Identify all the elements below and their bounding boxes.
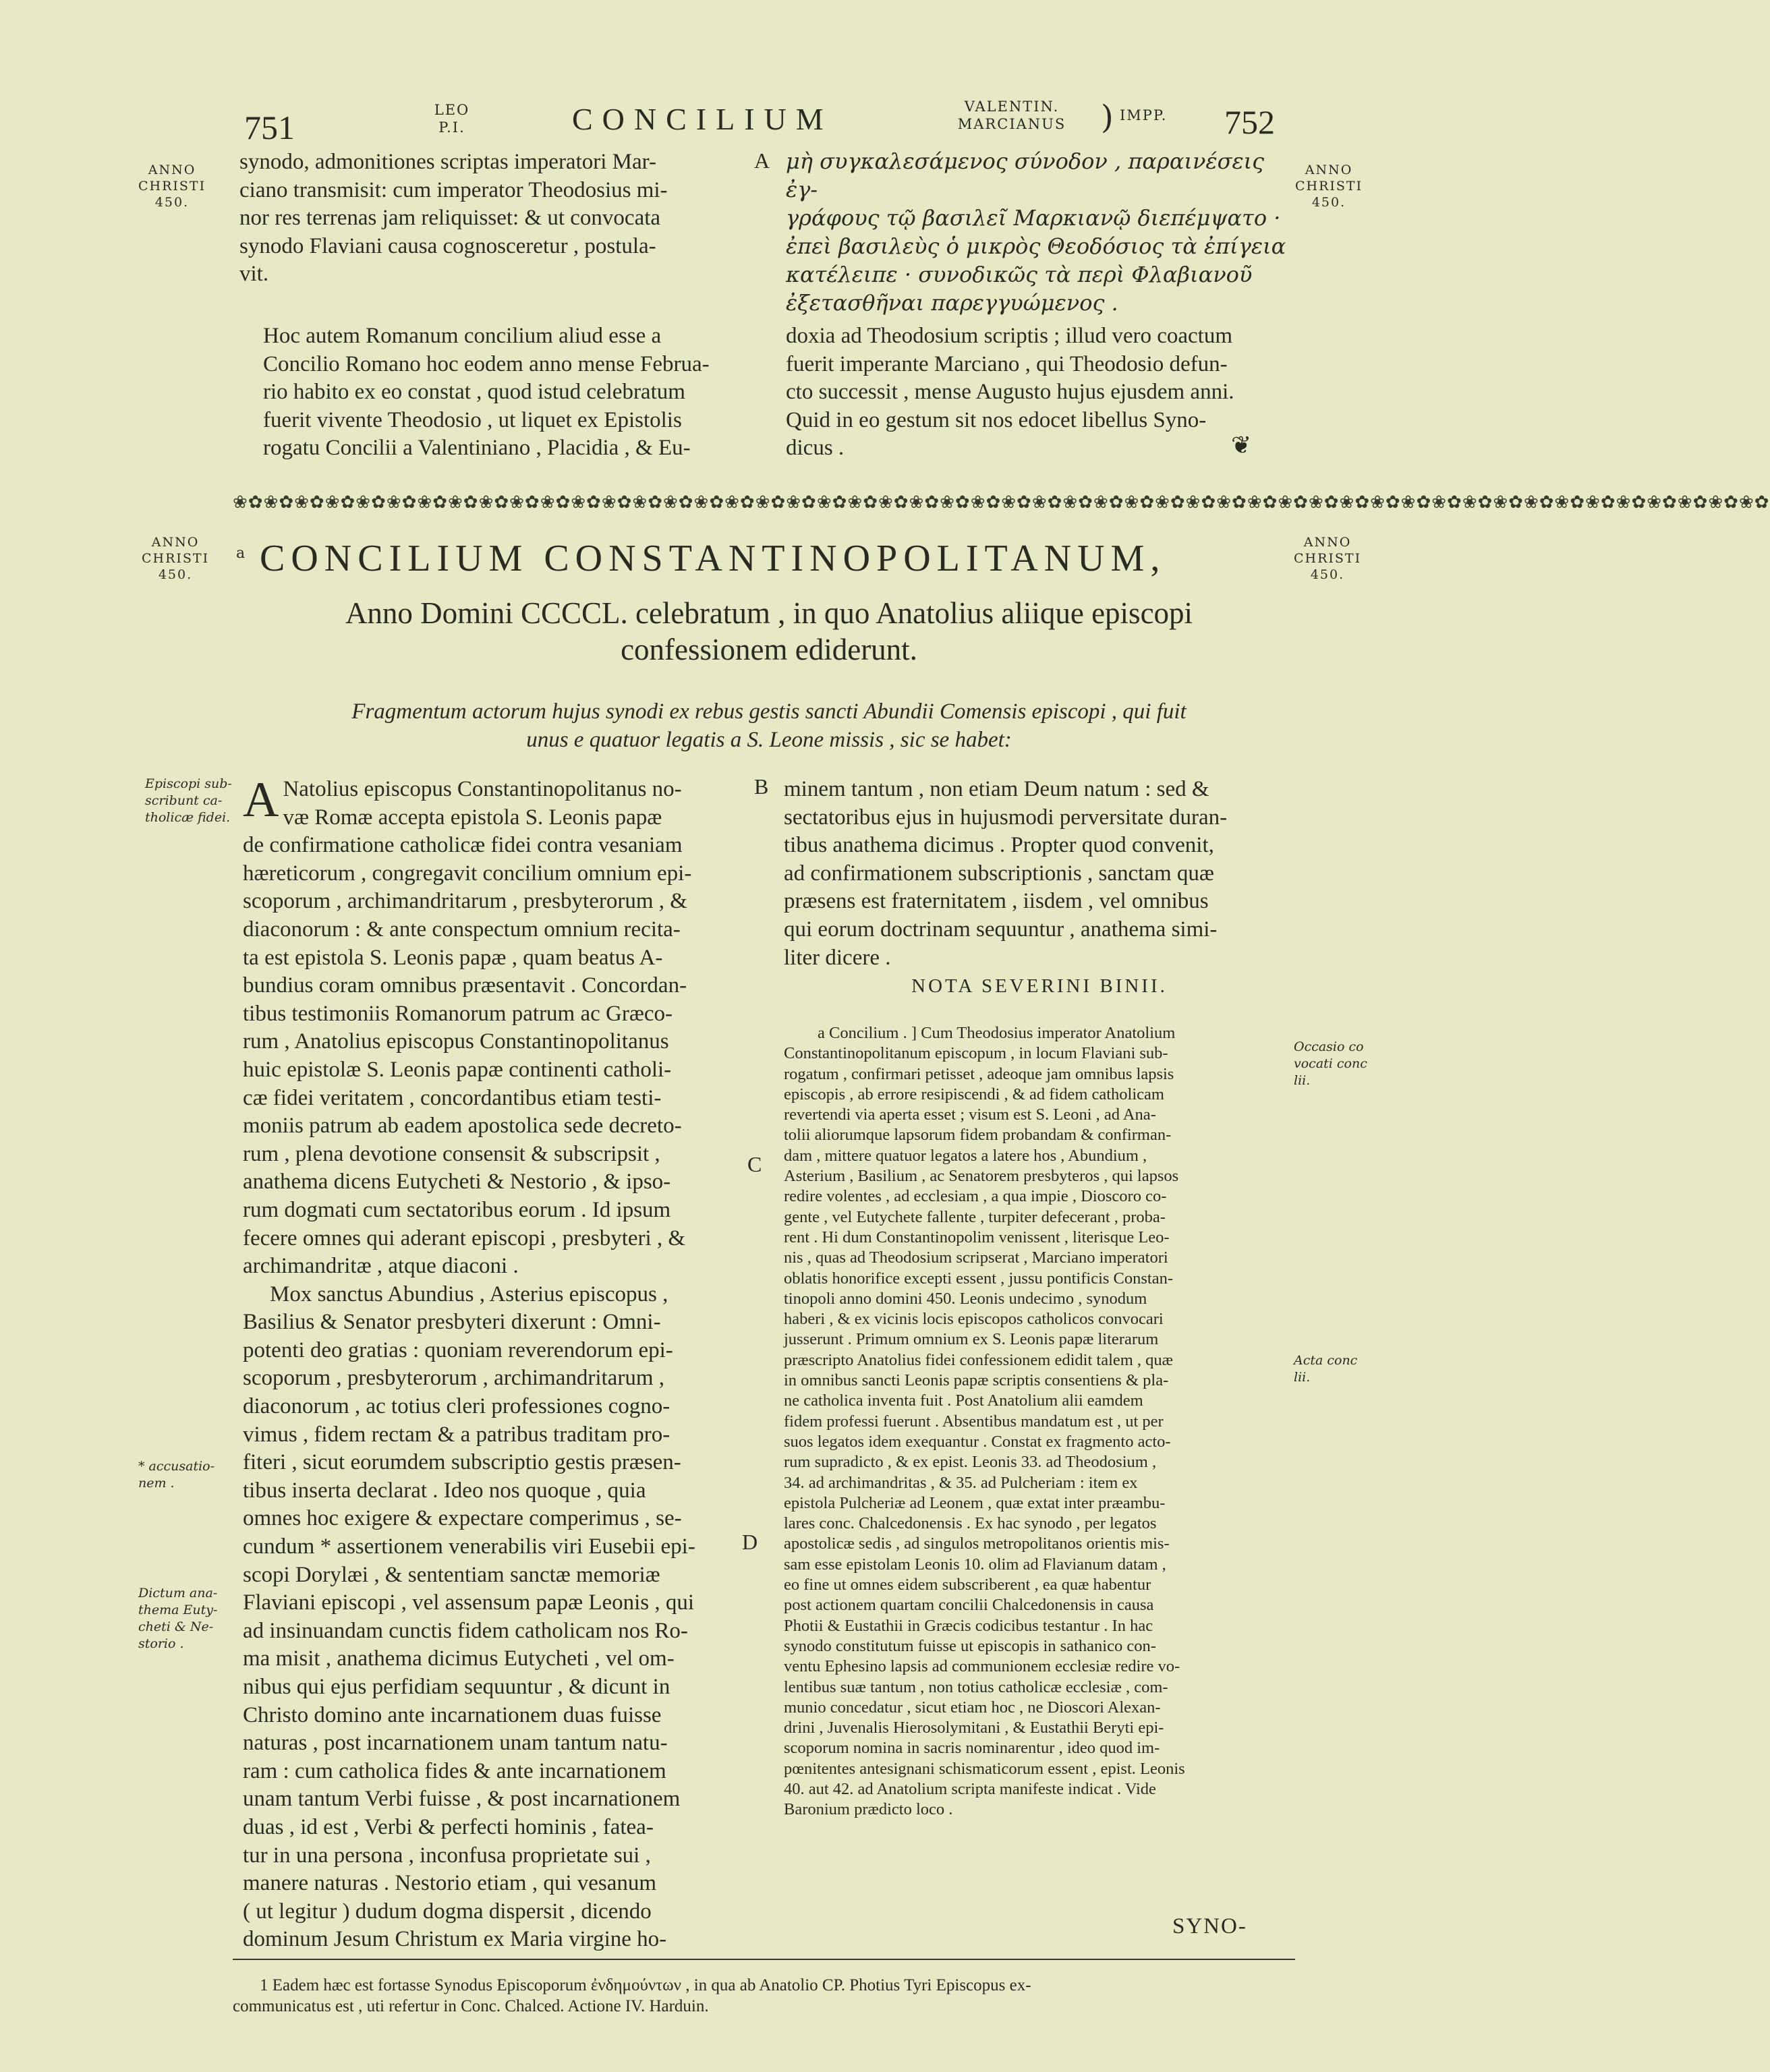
greek-line: ἐπεὶ βασιλεὺς ὁ μικρὸς Θεοδόσιος τὰ ἐπίγεια [786, 233, 1286, 259]
emperor-2: MARCIANUS [957, 116, 1066, 132]
text-line: de confirmatione catholicæ fidei contra vesaniam [243, 833, 683, 858]
margin-year-mid-right [1294, 534, 1361, 583]
nota-line: suos legatos idem exequantur . Constat ex fragmento acto- [784, 1432, 1171, 1451]
side-note-line: vocati conc [1294, 1056, 1367, 1071]
hoc-autem-left [263, 322, 745, 463]
column-letter-b: B [754, 774, 769, 799]
nota-line: rum supradicto , & ex epist. Leonis 33. ad Theodosium , [784, 1453, 1157, 1472]
side-note-accusatio [138, 1458, 239, 1492]
text-line: synodo, admonitiones scriptas imperatori Mar- [239, 150, 656, 174]
text-line: bundius coram omnibus præsentavit . Concordan- [243, 973, 687, 998]
side-note-line: cheti & Ne- [138, 1619, 214, 1634]
subtitle-line: confessionem ediderunt. [621, 633, 917, 666]
side-note-line: Dictum ana- [138, 1586, 218, 1601]
column-letter-c: C [747, 1152, 762, 1176]
margin-year-mid-left [142, 534, 209, 583]
nota-line: nis , quas ad Theodosium scripserat , Marciano imperatori [784, 1248, 1168, 1267]
margin-anno: ANNO [1303, 535, 1352, 550]
footnote-line: 1 Eadem hæc est fortasse Synodus Episcoporum ἐνδημούντων , in qua ab Anatolio CP. Photius Tyri Episcopus ex- [260, 1976, 1031, 1994]
text-line: ad insinuandam cunctis fidem catholicam nos Ro- [243, 1618, 688, 1643]
side-note-line: lii. [1294, 1370, 1311, 1385]
text-line: tur in una persona , inconfusa proprietate sui , [243, 1843, 651, 1868]
side-note-line: storio . [138, 1636, 184, 1651]
text-line: ta est epistola S. Leonis papæ , quam beatus A- [243, 945, 663, 970]
body-left-column [243, 772, 739, 1954]
page-number-right: 752 [1224, 103, 1275, 141]
nota-paragraph [784, 1023, 1290, 1820]
text-line: tibus testimoniis Romanorum patrum ac Græco- [243, 1001, 673, 1026]
text-line: nor res terrenas jam reliquisset: & ut convocata [239, 206, 661, 231]
nota-line: Asterium , Basilium , ac Senatorem presbyteros , qui lapsos [784, 1167, 1179, 1186]
subtitle-line: Anno Domini CCCCL. celebratum , in quo Anatolius aliique episcopi [345, 596, 1193, 630]
text-line: Quid in eo gestum sit nos edocet libellus Syno- [786, 407, 1207, 432]
nota-line: dam , mittere quatuor legatos a latere hos , Abundium , [784, 1146, 1147, 1165]
greek-paragraph [786, 147, 1298, 317]
title-footnote-marker: a [236, 545, 246, 562]
text-line: væ Romæ accepta epistola S. Leonis papæ [283, 805, 662, 830]
text-line: Mox sanctus Abundius , Asterius episcopus , [270, 1282, 668, 1306]
text-line: manere naturas . Nestorio etiam , qui vesanum [243, 1871, 657, 1896]
text-line: scoporum , presbyterorum , archimandritarum , [243, 1366, 664, 1391]
text-line: ad confirmationem subscriptionis , sanctam quæ [784, 861, 1214, 886]
intro-line: unus e quatuor legatis a S. Leone missis , sic se habet: [526, 728, 1012, 752]
text-line: fecere omnes qui aderant episcopi , presbyteri , & [243, 1226, 686, 1250]
side-note-line: thema Euty- [138, 1603, 218, 1617]
nota-line: lentibus suæ tantum , non totius catholicæ ecclesiæ , com- [784, 1677, 1168, 1696]
text-line: cto successit , mense Augusto hujus ejusdem anni. [786, 380, 1234, 405]
text-line: synodo Flaviani causa cognosceretur , postula- [239, 233, 656, 258]
side-note-line: * accusatio- [138, 1459, 215, 1474]
text-line: potenti deo gratias : quoniam reverendorum epi- [243, 1337, 673, 1362]
margin-year: 450. [1310, 567, 1345, 582]
nota-line: scoporum nomina in sacris nominarentur , ideo quod im- [784, 1739, 1160, 1758]
nota-line: Constantinopolitanum episcopum , in locum Flaviani sub- [784, 1044, 1168, 1063]
text-line: nibus qui ejus perfidiam sequuntur , & dicunt in [243, 1675, 670, 1699]
text-line: minem tantum , non etiam Deum natum : sed & [784, 777, 1209, 801]
nota-line: rogatum , confirmari petisset , adeoque jam omnibus lapsis [784, 1064, 1174, 1083]
nota-line: eo fine ut omnes eidem subscriberent , ea quæ habentur [784, 1576, 1151, 1594]
text-line: liter dicere . [784, 945, 891, 970]
header-pope [425, 101, 479, 136]
nota-line: tolii aliorumque lapsorum fidem probandam & confirman- [784, 1126, 1172, 1145]
greek-line: ἐξετασθῆναι παρεγγυώμενος . [786, 290, 1118, 316]
pope-name: LEO [434, 102, 470, 118]
nota-line: ventu Ephesino lapsis ad communionem ecclesiæ redire vo- [784, 1657, 1180, 1676]
nota-line: rent . Hi dum Constantinopolim venissent , literisque Leo- [784, 1228, 1170, 1246]
text-line: rum , Anatolius episcopus Constantinopolitanus [243, 1029, 669, 1054]
text-line: sectatoribus ejus in hujusmodi perversitate duran- [784, 805, 1228, 830]
nota-line: apostolicæ sedis , ad singulos metropolitanos orientis mis- [784, 1534, 1170, 1553]
text-line: archimandritæ , atque diaconi . [243, 1254, 519, 1279]
top-left-paragraph [239, 148, 742, 289]
drop-cap: A [243, 772, 279, 828]
text-line: diaconorum , ac totius cleri professiones cogno- [243, 1394, 670, 1419]
text-line: doxia ad Theodosium scriptis ; illud vero coactum [786, 324, 1233, 348]
nota-line: 40. aut 42. ad Anatolium scripta manifeste indicat . Vide [784, 1779, 1156, 1798]
side-note-line: Episcopi sub- [145, 776, 232, 791]
nota-line: a Concilium . ] Cum Theodosius imperator Anatolium [818, 1024, 1176, 1042]
footnote [233, 1975, 1295, 2017]
text-line: duas , id est , Verbi & perfecti hominis , fatea- [243, 1814, 654, 1839]
text-line: rum dogmati cum sectatoribus eorum . Id ipsum [243, 1197, 671, 1222]
body-right-column [784, 776, 1295, 972]
column-letter-a: A [754, 148, 770, 173]
text-line: rum , plena devotione consensit & subscripsit , [243, 1141, 660, 1166]
nota-line: 34. ad archimandritas , & 35. ad Pulcheriam : item ex [784, 1473, 1138, 1492]
ornament-band: ❀✿❀✿❀✿❀✿❀✿❀✿❀✿❀✿❀✿❀✿❀✿❀✿❀✿❀✿❀✿❀✿❀✿❀✿❀✿❀✿❀✿❀✿❀✿❀✿❀✿❀✿❀✿❀✿❀✿❀✿❀✿❀✿❀✿❀✿❀✿❀✿❀✿❀✿❀✿❀✿❀✿❀✿❀✿❀✿❀✿❀✿❀✿❀✿❀✿❀✿ [233, 492, 1770, 513]
side-note-occasio [1294, 1039, 1368, 1089]
nota-line: post actionem quartam concilii Chalcedonensis in causa [784, 1596, 1154, 1615]
margin-year: 450. [154, 195, 190, 210]
subtitle [243, 595, 1295, 668]
text-line: ram : cum catholica fides & ante incarnationem [243, 1758, 666, 1783]
text-line: dicus . [786, 436, 845, 461]
margin-christi: CHRISTI [138, 179, 206, 194]
footnote-rule [233, 1959, 1295, 1960]
text-line: rogatu Concilii a Valentiniano , Placidia , & Eu- [263, 436, 691, 461]
intro-line: Fragmentum actorum hujus synodi ex rebus gestis sancti Abundii Comensis episcopi , qui fuit [351, 699, 1187, 724]
margin-christi: CHRISTI [1295, 179, 1363, 194]
text-line: fuerit vivente Theodosio , ut liquet ex Epistolis [263, 407, 682, 432]
text-line: ( ut legitur ) dudum dogma dispersit , dicendo [243, 1899, 652, 1924]
header-brace: ) [1101, 98, 1114, 136]
text-line: fiteri , sicut eorumdem subscriptio gestis præsen- [243, 1450, 681, 1475]
side-note-episcopi [145, 776, 239, 826]
text-line: vimus , fidem rectam & a patribus traditam pro- [243, 1422, 670, 1447]
nota-line: Baronium prædicto loco . [784, 1800, 953, 1819]
greek-line: μὴ συγκαλεσάμενος σύνοδον , παραινέσεις ἐγ- [786, 148, 1265, 202]
text-line: rio habito ex eo constat , quod istud celebratum [263, 380, 685, 405]
side-note-line: tholicæ fidei. [145, 810, 231, 825]
nota-line: epistola Pulcheriæ ad Leonem , quæ extat inter præambu- [784, 1493, 1166, 1512]
nota-line: drini , Juvenalis Hierosolymitani , & Eustathii Beryti epi- [784, 1719, 1164, 1737]
intro-italic [243, 697, 1295, 754]
nota-line: episcopis , ab errore resipiscendi , & ad fidem catholicam [784, 1085, 1164, 1103]
text-line: fuerit imperante Marciano , qui Theodosio defun- [786, 351, 1228, 376]
nota-title: NOTA SEVERINI BINII. [911, 975, 1168, 997]
margin-year: 450. [158, 567, 193, 582]
text-line: hæreticorum , congregavit concilium omnium epi- [243, 861, 692, 886]
text-line: Christo domino ante incarnationem duas fuisse [243, 1702, 662, 1727]
side-note-acta [1294, 1352, 1368, 1386]
side-note-line: Acta conc [1294, 1353, 1358, 1368]
margin-year-top-left [138, 162, 206, 210]
side-note-dictum [138, 1585, 239, 1652]
text-line: unam tantum Verbi fuisse , & post incarnationem [243, 1787, 681, 1812]
column-letter-d: D [742, 1530, 758, 1554]
text-line: Flaviani episcopi , vel assensum papæ Leonis , qui [243, 1590, 695, 1615]
hoc-autem-right [786, 322, 1292, 463]
header-emperors [924, 98, 1100, 133]
nota-line: præscripto Anatolius fidei confessionem edidit talem , quæ [784, 1350, 1174, 1369]
margin-christi: CHRISTI [1294, 551, 1362, 566]
text-line: vit. [239, 262, 269, 287]
side-note-line: lii. [1294, 1073, 1311, 1088]
text-line: tibus inserta declarat . Ideo nos quoque , quia [243, 1478, 646, 1503]
text-line: dominum Jesum Christum ex Maria virgine ho- [243, 1927, 667, 1952]
text-line: præsens est fraternitatem , iisdem , vel omnibus [784, 889, 1209, 914]
catchword: SYNO- [1172, 1914, 1247, 1938]
text-line: scopi Dorylæi , & sententiam sanctæ memoriæ [243, 1562, 660, 1587]
text-line: scoporum , archimandritarum , presbyterorum , & [243, 889, 687, 914]
side-note-line: Occasio co [1294, 1039, 1364, 1054]
nota-line: in omnibus sancti Leonis papæ scriptis consentiens & pla- [784, 1371, 1169, 1390]
text-line: tibus anathema dicimus . Propter quod convenit, [784, 833, 1214, 858]
margin-anno: ANNO [148, 163, 196, 177]
text-line: omnes hoc exigere & expectare comperimus , se- [243, 1506, 682, 1531]
pope-number: P.I. [438, 119, 465, 136]
side-note-line: scribunt ca- [145, 793, 223, 808]
nota-line: ne catholica inventa fuit . Post Anatolium alii eamdem [784, 1391, 1143, 1410]
text-line: cundum * assertionem venerabilis viri Eusebii epi- [243, 1534, 695, 1559]
running-title: CONCILIUM [572, 102, 833, 136]
margin-anno: ANNO [1305, 163, 1353, 177]
margin-christi: CHRISTI [142, 551, 210, 566]
text-line: Natolius episcopus Constantinopolitanus no- [283, 777, 682, 801]
text-line: huic epistolæ S. Leonis papæ continenti catholi- [243, 1057, 672, 1082]
nota-line: sam esse epistolam Leonis 10. olim ad Flavianum datam , [784, 1555, 1166, 1574]
text-line: anathema dicens Eutycheti & Nestorio , & ipso- [243, 1170, 671, 1195]
text-line: cæ fidei veritatem , concordantibus etiam testi- [243, 1085, 662, 1110]
nota-line: revertendi via aperta esset ; visum est S. Leoni , ad Ana- [784, 1105, 1156, 1124]
text-line: Basilius & Senator presbyteri dixerunt : Omni- [243, 1310, 661, 1335]
text-line: ciano transmisit: cum imperator Theodosius mi- [239, 177, 668, 202]
footnote-line: communicatus est , uti refertur in Conc. Chalced. Actione IV. Harduin. [233, 1997, 709, 2015]
greek-line: κατέλειπε · συνοδικῶς τὰ περὶ Φλαβιανοῦ [786, 262, 1253, 287]
main-title: CONCILIUM CONSTANTINOPOLITANUM, [260, 538, 1166, 579]
side-note-line: nem . [138, 1476, 175, 1491]
nota-line: pœnitentes antesignani schismaticorum essent , epist. Leonis [784, 1759, 1185, 1778]
text-line: Concilio Romano hoc eodem anno mense Februa- [263, 351, 710, 376]
nota-line: lares conc. Chalcedonensis . Ex hac synodo , per legatos [784, 1514, 1157, 1533]
nota-line: gente , vel Eutychete fallente , turpiter defecerant , proba- [784, 1207, 1166, 1226]
fleuron-icon: ❦ [1231, 432, 1252, 459]
nota-line: munio concedatur , sicut etiam hoc , ne Dioscori Alexan- [784, 1698, 1161, 1717]
text-line: moniis patrum ab eadem apostolica sede decreto- [243, 1114, 682, 1139]
emperor-1: VALENTIN. [964, 98, 1060, 115]
greek-line: γράφους τῷ βασιλεῖ Μαρκιανῷ διεπέμψατο · [786, 205, 1281, 231]
margin-year: 450. [1311, 195, 1346, 210]
text-line: diaconorum : & ante conspectum omnium recita- [243, 917, 681, 942]
text-line: ma misit , anathema dicimus Eutycheti , vel om- [243, 1646, 675, 1671]
nota-line: fidem professi fuerunt . Absentibus mandatum est , ut per [784, 1412, 1164, 1431]
text-line: Hoc autem Romanum concilium aliud esse a [263, 324, 662, 348]
nota-line: oblatis honorifice excepti essent , jussu pontificis Constan- [784, 1269, 1174, 1288]
text-line: naturas , post incarnationem unam tantum natu- [243, 1731, 668, 1756]
nota-line: haberi , & ex vicinis locis episcopos catholicos convocari [784, 1310, 1164, 1329]
margin-anno: ANNO [151, 535, 200, 550]
nota-line: synodo constitutum fuisse ut episcopis in sathanico con- [784, 1636, 1156, 1655]
header-impp: IMPP. [1120, 107, 1168, 123]
nota-line: redire volentes , ad ecclesiam , a qua impie , Dioscoro co- [784, 1187, 1167, 1206]
nota-line: Photii & Eustathii in Græcis codicibus testantur . In hac [784, 1616, 1153, 1635]
nota-line: tinopoli anno domini 450. Leonis undecimo , synodum [784, 1289, 1147, 1308]
page-number-left: 751 [244, 109, 295, 146]
text-line: qui eorum doctrinam sequuntur , anathema simi- [784, 917, 1218, 942]
margin-year-top-right [1295, 162, 1363, 210]
nota-line: jusserunt . Primum omnium ex S. Leonis papæ literarum [784, 1330, 1159, 1349]
